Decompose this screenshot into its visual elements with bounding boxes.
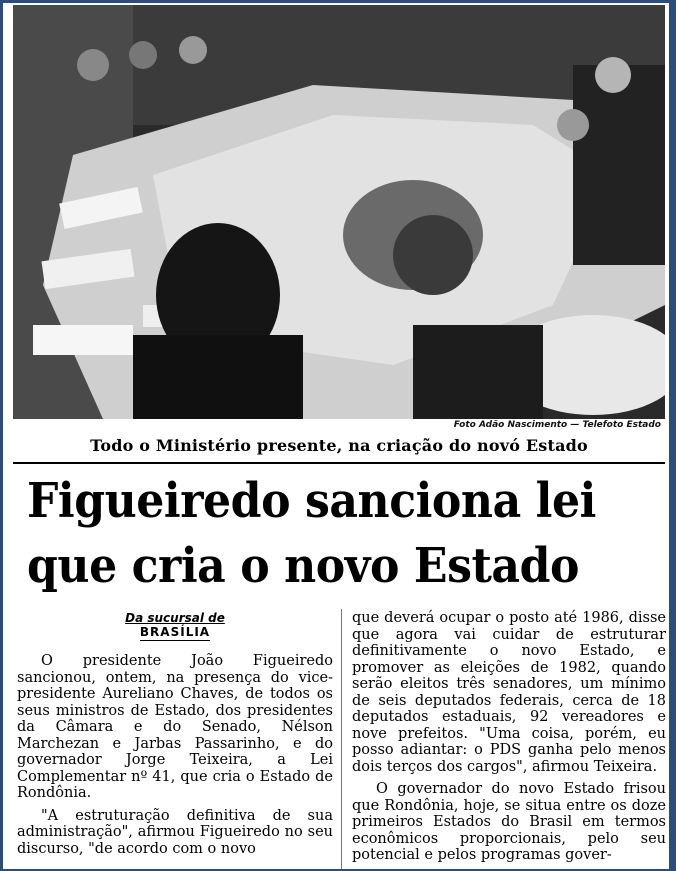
byline <box>17 611 333 639</box>
byline-source: Da sucursal de <box>125 611 225 625</box>
left-paragraph-1: O presidente João Figueiredo sancionou, ontem, na presença do vice-presidente Aureliano Chaves, de todos os seus ministros de Estado, dos presidentes da Câmara e do Senado, Nélson Marchezan e Jarbas Passarinho, e do governador Jorge Teixeira, a Lei Complementar nº 41, que cria o Estado de Rondônia. <box>17 653 333 801</box>
meeting-photo <box>13 5 665 419</box>
article-column-right <box>352 610 666 869</box>
headline-line-2: que cria o novo Estado <box>27 538 579 594</box>
caption-rule <box>13 462 665 464</box>
headline-line-1: Figueiredo sanciona lei <box>27 473 596 529</box>
newspaper-clipping <box>3 3 673 869</box>
byline-city: BRASÍLIA <box>139 625 211 639</box>
article-column-left <box>17 603 333 863</box>
left-paragraph-2: "A estruturação definitiva de sua administração", afirmou Figueiredo no seu discurso, "de acordo com o novo <box>17 807 333 857</box>
right-paragraph-2: O governador do novo Estado frisou que Rondônia, hoje, se situa entre os doze primeiros Estados do Brasil em termos econômicos proporcionais, pelo seu potencial e pelos programas gover- <box>352 781 666 863</box>
photo-caption: Todo o Ministério presente, na criação do novó Estado <box>90 436 588 455</box>
photo-credit: Foto Adão Nascimento — Telefoto Estado <box>453 420 661 430</box>
column-divider <box>341 609 342 869</box>
right-paragraph-1: que deverá ocupar o posto até 1986, disse que agora vai cuidar de estruturar definitivamente o novo Estado, e promover as eleições de 1982, quando serão eleitos três senadores, um mínimo de seis deputados federais, cerca de 18 deputados estaduais, 92 vereadores e nove prefeitos. "Uma coisa, porém, eu posso adiantar: o PDS ganha pelo menos dois terços dos cargos", afirmou Teixeira. <box>352 610 666 775</box>
